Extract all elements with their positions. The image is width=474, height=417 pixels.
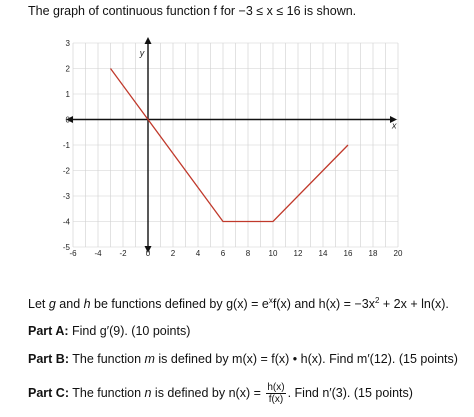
x-tick-label: 4 [195,249,201,258]
part-b: Part B: The function m is defined by m(x) = f(x) • h(x). Find m′(12). (15 points) [28,352,458,366]
x-axis-label: x [392,120,397,131]
y-tick-label: 2 [65,64,70,74]
x-tick-label: 12 [293,249,303,258]
function-definitions: Let g and h be functions defined by $g(x) = e^xf(x)$ and $h(x) = -3x^2 + 2x + \ln(x)$. [28,296,449,312]
x-tick-label: -4 [94,249,102,258]
x-tick-label: 14 [318,249,328,258]
y-tick-label: -5 [62,243,70,252]
y-tick-label: -4 [62,217,70,227]
problem-intro: The graph of continuous function f for −3 ≤ x ≤ 16 is shown. [28,4,357,18]
x-tick-label: 16 [343,249,353,258]
y-tick-label: -1 [62,141,70,150]
x-tick-label: 20 [393,249,403,258]
x-tick-label: -2 [119,249,127,258]
part-b-label: Part B: [28,352,69,366]
y-axis-arrow-up [145,37,152,44]
part-c-label: Part C: [28,385,69,400]
x-tick-label: 2 [170,249,176,258]
y-tick-label: -3 [62,192,70,201]
x-tick-label: -6 [69,249,77,258]
part-c: Part C: The function n is defined by n(x) = $\frac{h(x)}{f(x)}$ . Find n′(3). (15 points) [28,382,413,405]
x-tick-label: 18 [368,249,378,258]
part-a-label: Part A: [28,324,69,338]
x-tick-label: 6 [220,249,226,258]
x-tick-label: 0 [145,249,151,258]
y-tick-label: 0 [65,115,70,125]
y-tick-label: -2 [62,166,70,176]
y-tick-label: 1 [65,90,70,99]
part-a: Part A: Find g′(9). (10 points) [28,324,191,338]
y-axis-label: y [139,47,145,58]
y-tick-label: 3 [65,39,70,48]
x-tick-label: 10 [268,249,278,258]
fraction: $\frac{h(x)}{f(x)}$ [267,382,285,405]
x-tick-label: 8 [245,249,251,258]
